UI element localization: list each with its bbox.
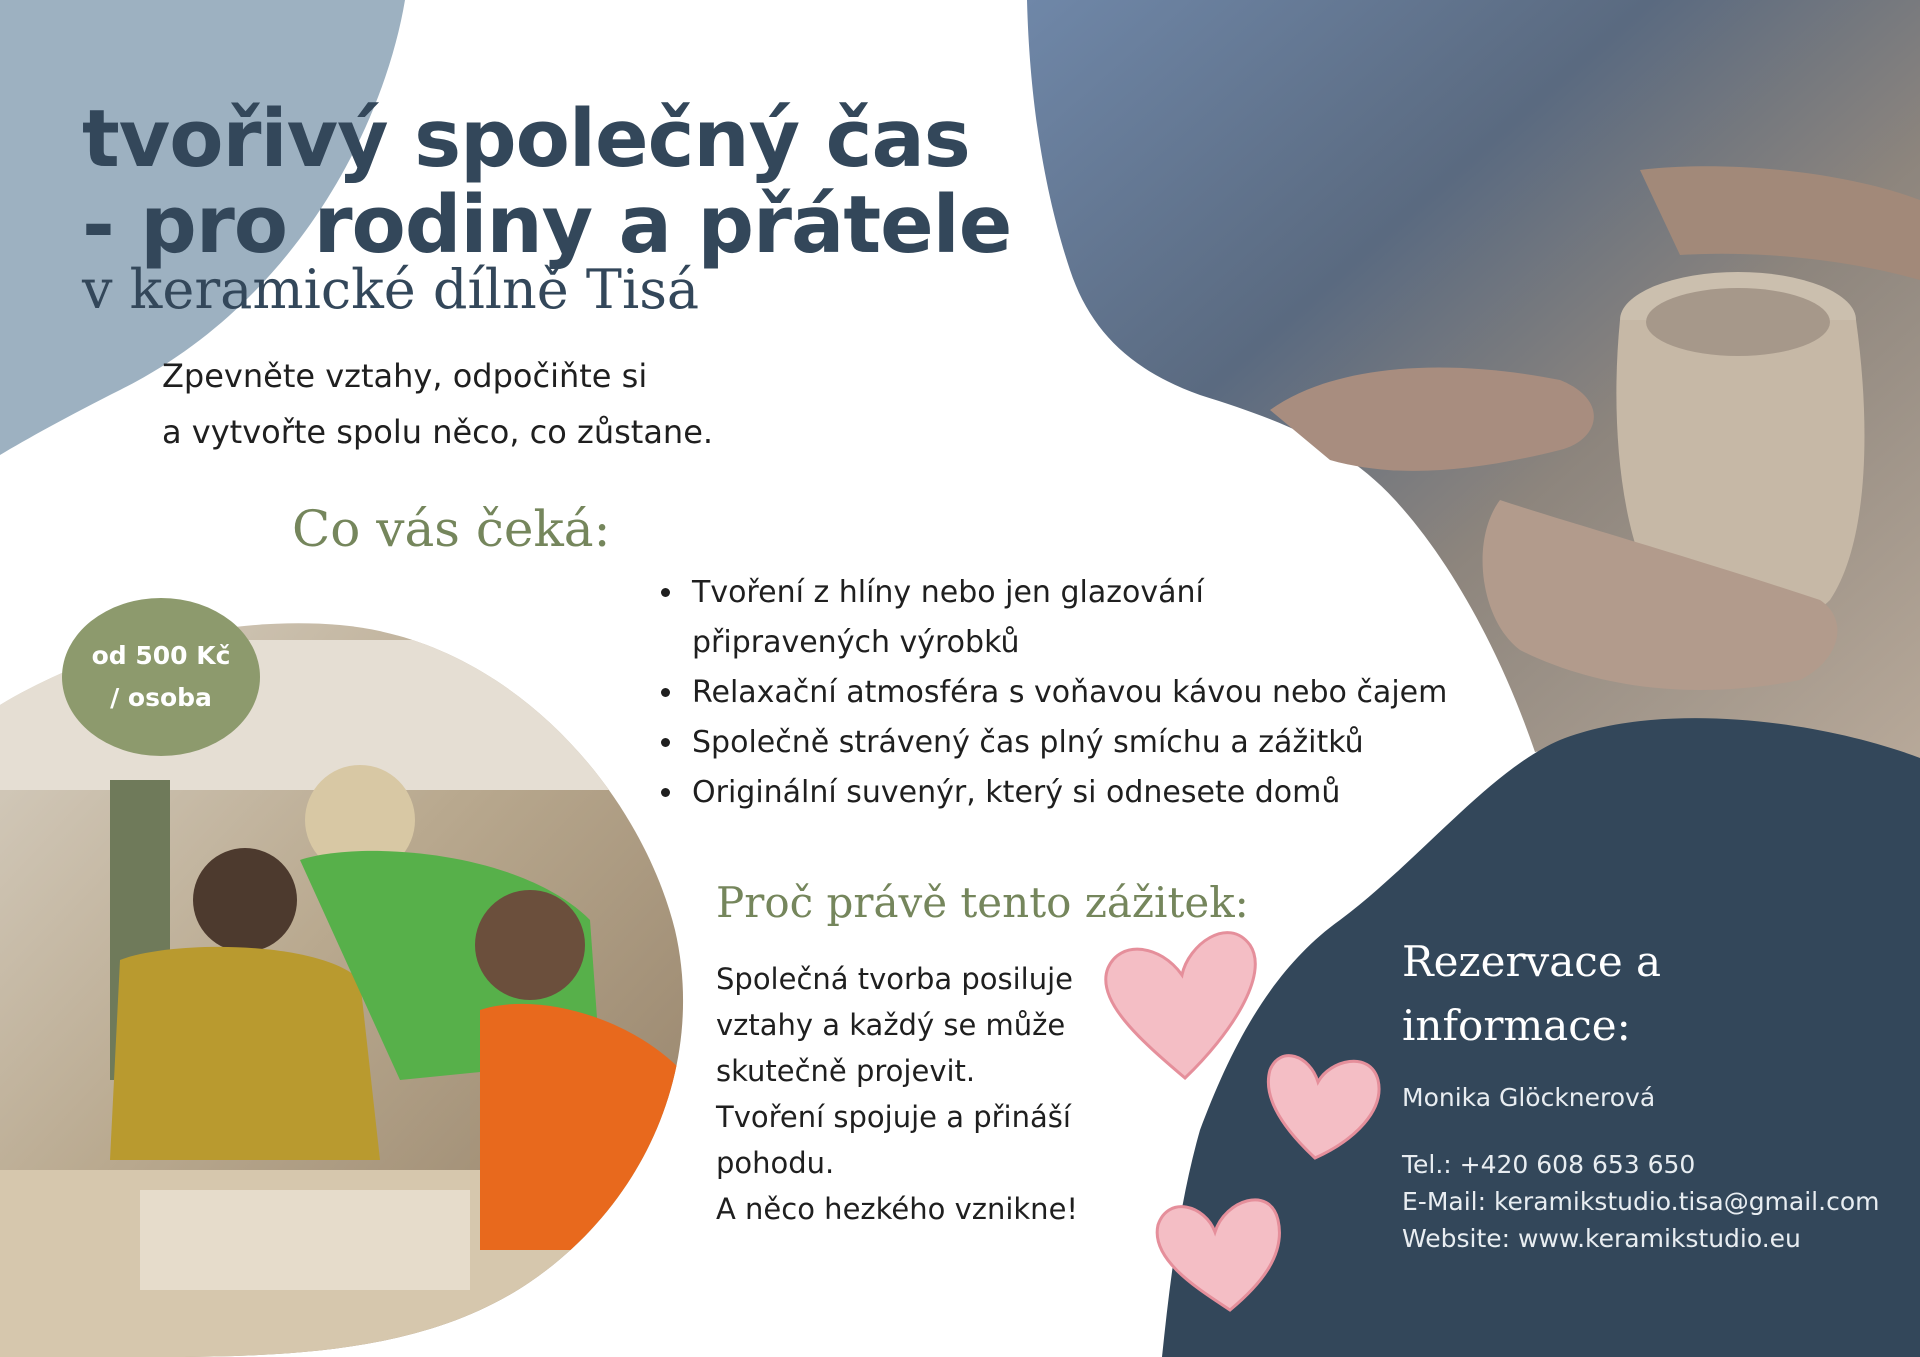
- offer-item-text-cont: připravených výrobků: [692, 625, 1020, 660]
- offer-item: [686, 568, 1566, 668]
- contact-heading-line-2: informace:: [1402, 1001, 1631, 1050]
- why-heading: Proč právě tento zážitek:: [716, 878, 1249, 927]
- offer-item: • Originální suvenýr, který si odnesete domů: [686, 768, 1566, 818]
- why-text: [716, 956, 1078, 1232]
- contact-details: [1402, 1146, 1879, 1257]
- offer-item-text: Tvoření z hlíny nebo jen glazování: [692, 575, 1204, 610]
- title-line-1: tvořivý společný čas: [82, 93, 970, 185]
- offer-list: [632, 568, 1566, 818]
- contact-heading-line-1: Rezervace a: [1402, 937, 1662, 986]
- why-line: skutečně projevit.: [716, 1054, 976, 1088]
- offer-heading: Co vás čeká:: [292, 500, 611, 558]
- contact-heading: [1402, 930, 1661, 1058]
- price-unit: / osoba: [110, 683, 212, 712]
- contact-name: Monika Glöcknerová: [1402, 1083, 1656, 1112]
- price-amount: od 500 Kč: [91, 641, 231, 670]
- contact-email[interactable]: E-Mail: keramikstudio.tisa@gmail.com: [1402, 1187, 1880, 1216]
- why-line: pohodu.: [716, 1146, 835, 1180]
- page-subtitle: v keramické dílně Tisá: [82, 258, 700, 321]
- why-line: Tvoření spojuje a přináší: [716, 1100, 1071, 1134]
- page-title: [82, 93, 1012, 271]
- contact-website[interactable]: Website: www.keramikstudio.eu: [1402, 1224, 1801, 1253]
- price-badge: [62, 598, 260, 756]
- why-line: Společná tvorba posiluje: [716, 962, 1074, 996]
- intro-line-1: Zpevněte vztahy, odpočiňte si: [162, 357, 648, 395]
- intro-line-2: a vytvořte spolu něco, co zůstane.: [162, 413, 714, 451]
- why-line: vztahy a každý se může: [716, 1008, 1066, 1042]
- offer-item: • Relaxační atmosféra s voňavou kávou nebo čajem: [686, 668, 1566, 718]
- contact-phone[interactable]: Tel.: +420 608 653 650: [1402, 1150, 1696, 1179]
- title-line-2: - pro rodiny a přátele: [82, 179, 1012, 271]
- offer-item: • Společně strávený čas plný smíchu a zážitků: [686, 718, 1566, 768]
- intro-text: [162, 348, 713, 460]
- why-line: A něco hezkého vznikne!: [716, 1192, 1079, 1226]
